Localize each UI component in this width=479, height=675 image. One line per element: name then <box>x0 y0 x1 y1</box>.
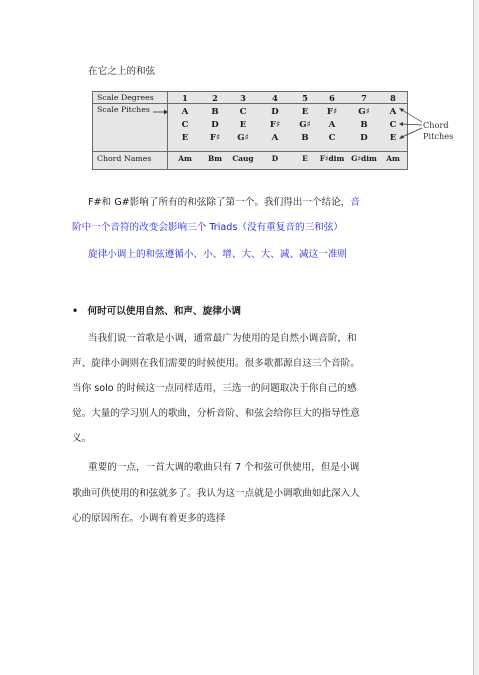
body-line: 当我们说一首歌是小调，通常最广为使用的是自然小调音阶，和 <box>88 333 357 344</box>
scale-degree: 4 <box>272 93 278 103</box>
scale-pitch: F♯ <box>326 107 338 117</box>
scale-pitch: C <box>328 133 336 143</box>
chord-name: Bm <box>207 154 223 163</box>
scale-pitch: G♯ <box>299 120 311 130</box>
section-heading: 在它之上的和弦 <box>88 66 156 77</box>
scale-pitch: C <box>181 120 189 130</box>
scale-pitch: F♯ <box>269 120 281 130</box>
scale-pitch: E <box>389 133 397 143</box>
scale-pitch: G♯ <box>358 107 370 117</box>
scale-pitch: B <box>360 120 368 130</box>
scale-pitch: B <box>301 133 309 143</box>
annotation-pitches: Pitches <box>423 131 454 141</box>
scale-pitch: A <box>389 107 397 117</box>
row-label-scale-pitches: Scale Pitches <box>97 105 150 114</box>
chord-name: G♯dim <box>351 154 377 163</box>
scale-pitch: A <box>328 120 336 130</box>
chord-name: Am <box>178 154 192 163</box>
scale-pitch: A <box>271 133 279 143</box>
chord-table-figure <box>92 91 408 170</box>
scale-pitch: G♯ <box>237 133 249 143</box>
scale-pitch: D <box>211 120 219 130</box>
table-divider <box>93 151 407 152</box>
arrow-icon <box>153 108 169 116</box>
chord-name: Am <box>386 154 400 163</box>
body-line: 觉。大量的学习别人的歌曲，分析音阶、和弦会给你巨大的指导性意 <box>72 408 360 419</box>
body-line: 声、旋律小调则在我们需要的时候使用。很多歌都源自这三个音阶。 <box>72 358 360 369</box>
chord-name: Caug <box>232 154 254 163</box>
annotation-chord: Chord <box>423 120 449 130</box>
chord-name: F♯dim <box>319 154 345 163</box>
body-line: 当你 solo 的时候这一点同样适用，三选一的问题取决于你自己的感 <box>72 383 357 394</box>
scale-pitch: D <box>271 107 279 117</box>
scale-pitch: F♯ <box>209 133 221 143</box>
scale-degree: 1 <box>182 93 188 103</box>
scale-pitch: C <box>239 107 247 117</box>
chord-name: D <box>271 154 279 163</box>
row-label-scale-degrees: Scale Degrees <box>97 93 154 102</box>
highlighted-text: 音 <box>350 197 360 208</box>
scale-pitch: E <box>181 133 189 143</box>
scale-pitch: E <box>239 120 247 130</box>
scale-degree: 7 <box>361 93 367 103</box>
scale-degree: 3 <box>240 93 246 103</box>
body-line: 重要的一点，一首大调的歌曲只有 7 个和弦可供使用，但是小调 <box>88 462 360 473</box>
scale-degree: 8 <box>390 93 396 103</box>
row-label-chord-names: Chord Names <box>97 154 152 163</box>
table-divider <box>167 92 168 169</box>
scale-degree: 2 <box>212 93 218 103</box>
highlighted-text: 阶中一个音符的改变会影响三个 Triads（没有重复音的三和弦） <box>72 222 343 233</box>
scale-pitch: D <box>360 133 368 143</box>
bullet-icon: • <box>72 306 79 317</box>
section-title: 何时可以使用自然、和声、旋律小调 <box>87 306 241 317</box>
section-title-row <box>72 306 241 318</box>
scale-pitch: C <box>389 120 397 130</box>
chord-name: E <box>302 154 308 163</box>
scale-degree: 6 <box>329 93 335 103</box>
scale-pitch: A <box>181 107 189 117</box>
body-line: 歌曲可供使用的和弦就多了。我认为这一点就是小调歌曲如此深入人 <box>72 488 360 499</box>
highlighted-text: 旋律小调上的和弦遵循小、小、增、大、大、减、减这一准则 <box>88 249 348 260</box>
scale-pitch: E <box>301 107 309 117</box>
paragraph-text: F#和 G#影响了所有的和弦除了第一个。我们得出一个结论， <box>88 197 351 208</box>
body-line: 义。 <box>72 433 92 444</box>
scale-degree: 5 <box>302 93 308 103</box>
page-edge-shadow <box>474 0 479 675</box>
table-divider <box>93 103 407 104</box>
paragraph-line <box>88 197 360 209</box>
body-line: 心的原因所在。小调有着更多的选择 <box>72 513 226 524</box>
chord-pitches-pointer <box>394 105 424 145</box>
scale-pitch: B <box>211 107 219 117</box>
